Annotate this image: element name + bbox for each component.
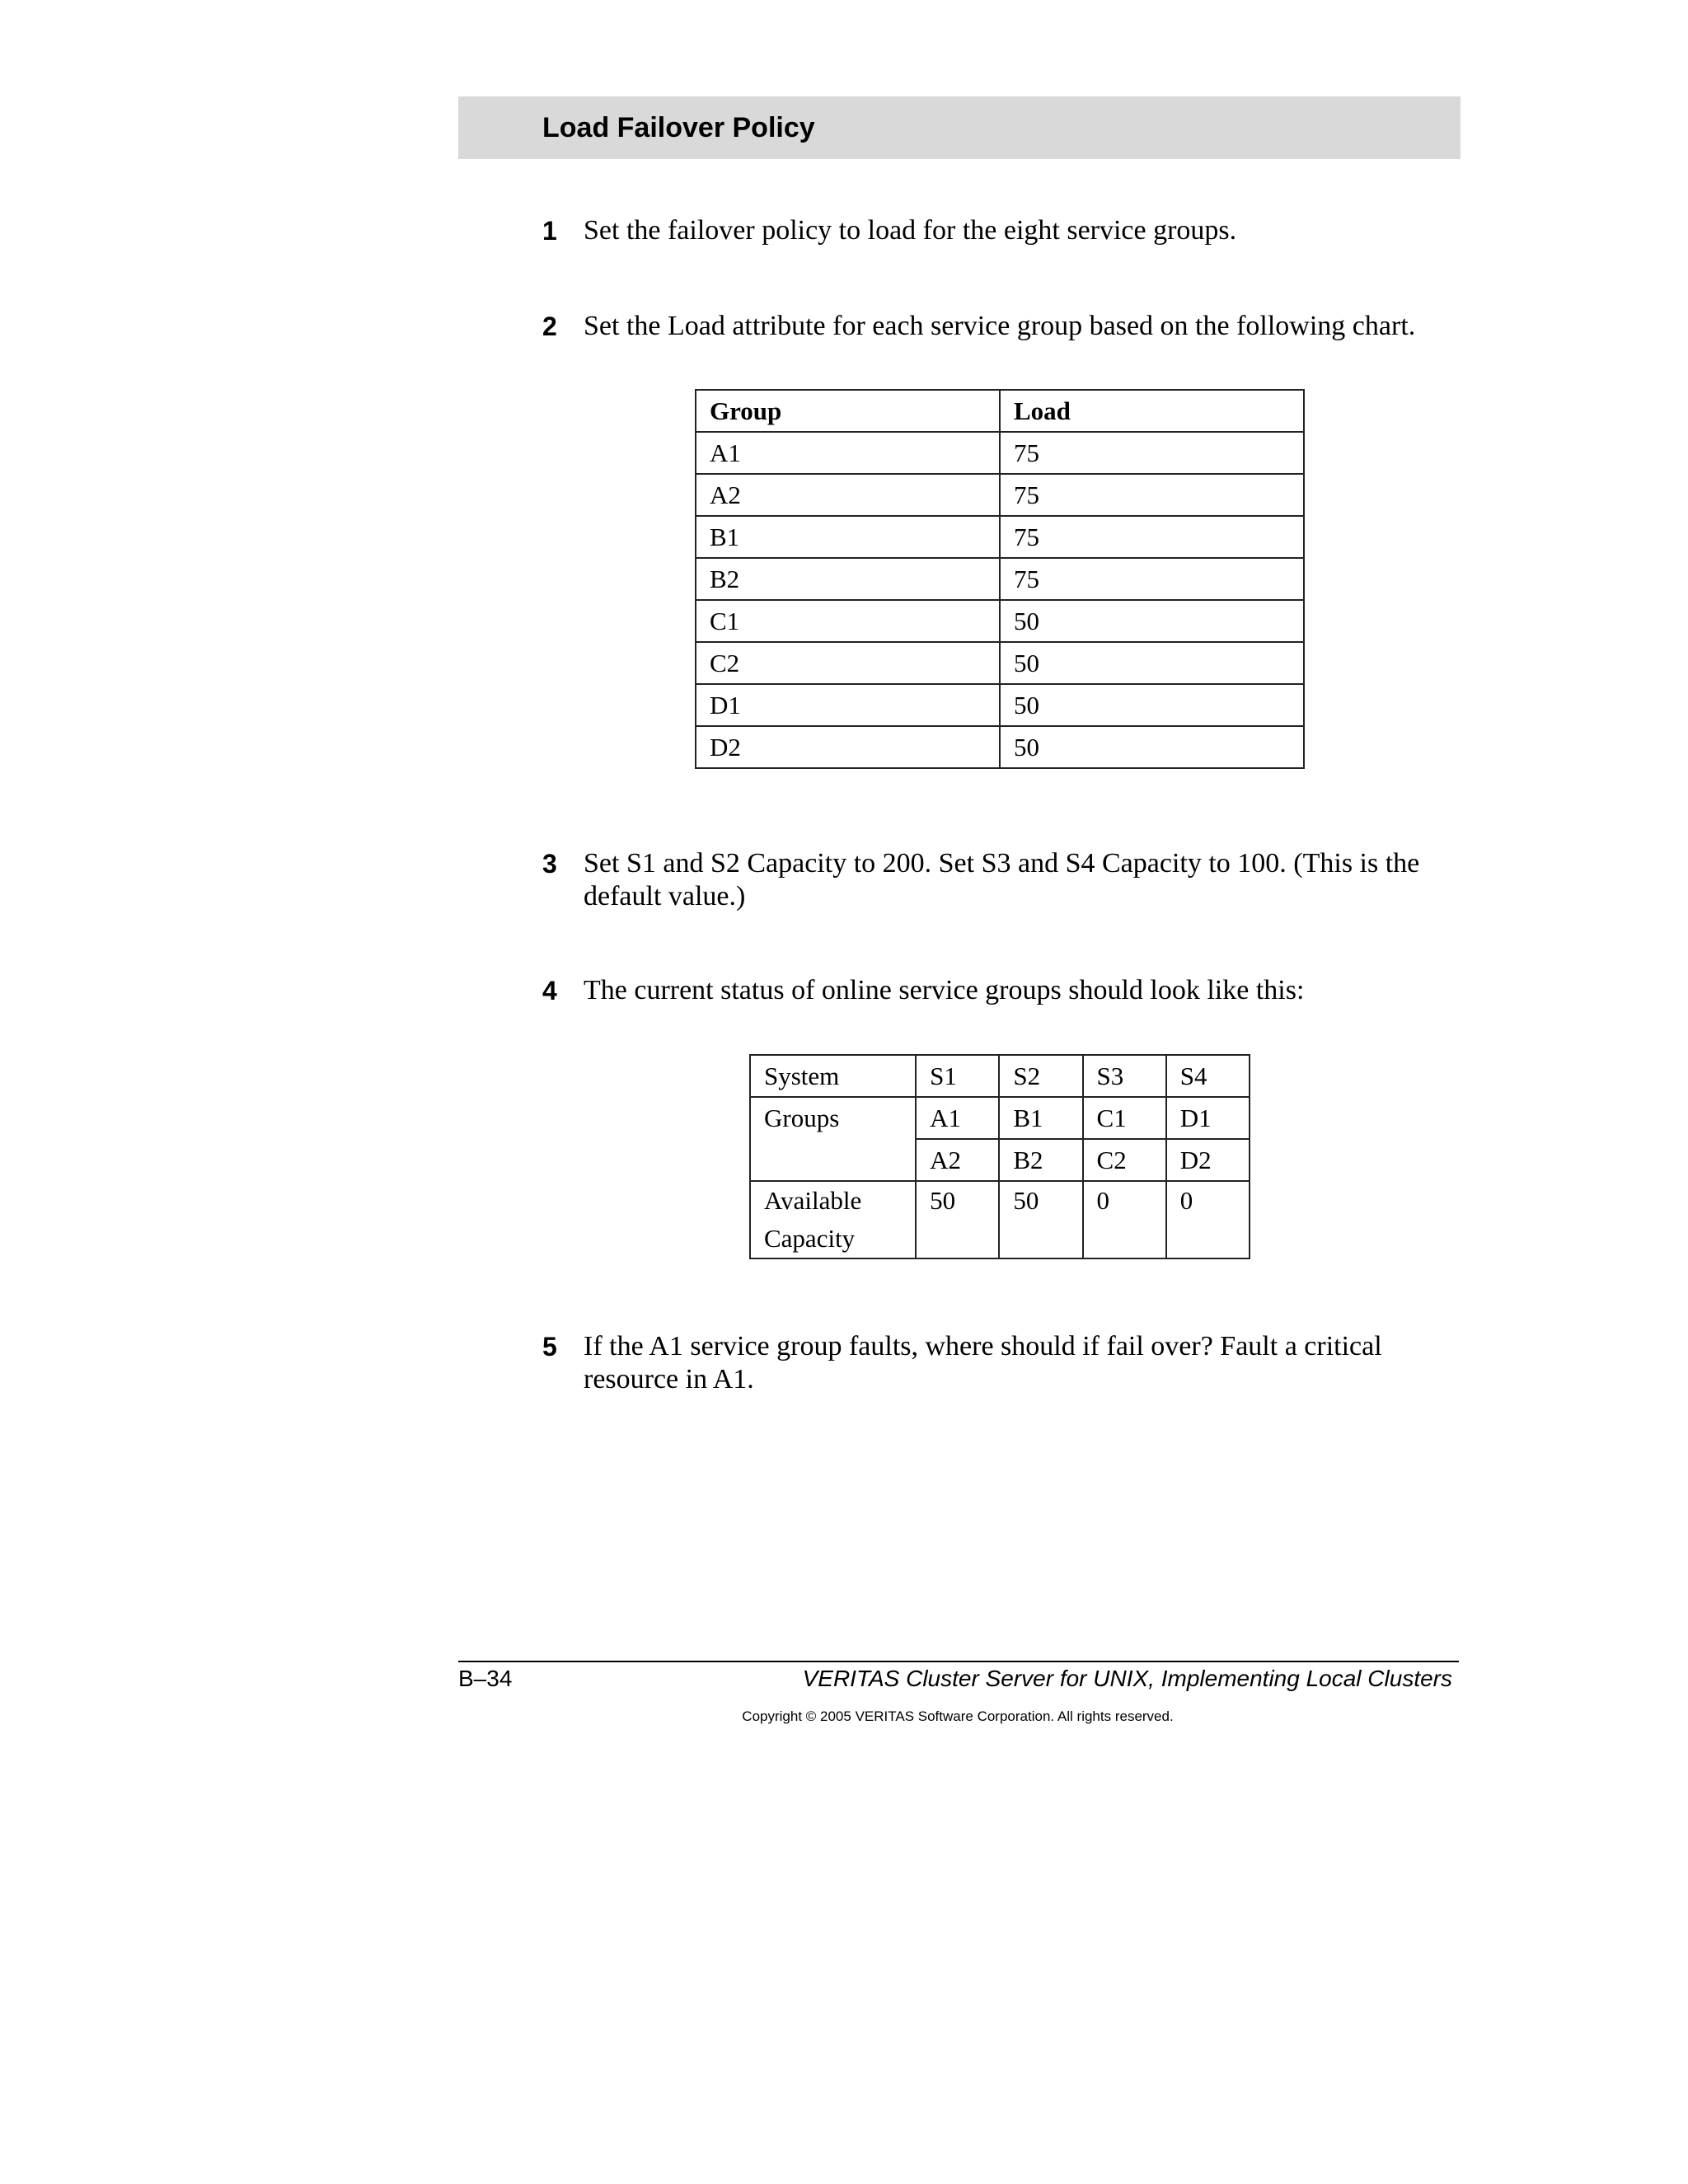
group-cell: A2 [696, 474, 1000, 516]
table-header-row [696, 390, 1304, 432]
group-cell: A2 [916, 1139, 999, 1181]
table-row [696, 432, 1304, 474]
group-cell: B1 [999, 1097, 1082, 1139]
capacity-label-line: Capacity [764, 1224, 856, 1253]
group-cell: A1 [916, 1097, 999, 1139]
load-cell: 75 [1000, 558, 1304, 600]
step-number: 2 [542, 312, 557, 341]
table-row [696, 684, 1304, 726]
load-cell: 50 [1000, 684, 1304, 726]
capacity-cell: 50 [916, 1181, 999, 1258]
load-cell: 50 [1000, 642, 1304, 684]
footer-rule [458, 1661, 1459, 1662]
group-cell: D2 [696, 726, 1000, 768]
header-cell: Load [1000, 390, 1304, 432]
group-cell: C2 [1083, 1139, 1166, 1181]
system-cell: S2 [999, 1055, 1082, 1097]
group-cell: D2 [1166, 1139, 1250, 1181]
system-label-cell: System [750, 1055, 916, 1097]
system-cell: S1 [916, 1055, 999, 1097]
status-table [749, 1054, 1250, 1259]
table-row [750, 1055, 1250, 1097]
step-text: The current status of online service groups should look like this: [584, 975, 1305, 1005]
step-number: 3 [542, 849, 557, 879]
footer-title: VERITAS Cluster Server for UNIX, Implementing Local Clusters [802, 1666, 1452, 1691]
group-cell: D1 [1166, 1097, 1250, 1139]
group-cell: D1 [696, 684, 1000, 726]
table-row [750, 1097, 1250, 1139]
step-number: 4 [542, 976, 557, 1005]
group-cell: B1 [696, 516, 1000, 558]
capacity-cell: 50 [999, 1181, 1082, 1258]
step-number: 5 [542, 1332, 557, 1361]
step-text: Set the failover policy to load for the eight service groups. [584, 215, 1237, 246]
group-cell: B2 [999, 1139, 1082, 1181]
load-cell: 75 [1000, 432, 1304, 474]
table-row [696, 642, 1304, 684]
load-cell: 50 [1000, 726, 1304, 768]
table-row [696, 474, 1304, 516]
capacity-label-cell [750, 1181, 916, 1258]
groups-label-cell: Groups [750, 1097, 916, 1181]
table-row [696, 600, 1304, 642]
capacity-cell: 0 [1166, 1181, 1250, 1258]
step-text: If the A1 service group faults, where should if fail over? Fault a critical resource in A1. [584, 1331, 1382, 1394]
load-table [695, 389, 1305, 769]
step-text: Set S1 and S2 Capacity to 200. Set S3 and S4 Capacity to 100. (This is the default value.) [584, 848, 1420, 912]
group-cell: B2 [696, 558, 1000, 600]
header-cell: Group [696, 390, 1000, 432]
system-cell: S3 [1083, 1055, 1166, 1097]
step-number: 1 [542, 216, 557, 246]
copyright-notice: Copyright © 2005 VERITAS Software Corporation. All rights reserved. [742, 1708, 1174, 1724]
capacity-label-line: Available [764, 1186, 862, 1215]
table-row [750, 1181, 1250, 1258]
page-number: B–34 [458, 1666, 513, 1691]
group-cell: C1 [696, 600, 1000, 642]
group-cell: C2 [696, 642, 1000, 684]
table-row [696, 726, 1304, 768]
system-cell: S4 [1166, 1055, 1250, 1097]
section-header-bar [458, 96, 1461, 159]
load-cell: 75 [1000, 474, 1304, 516]
table-row [696, 516, 1304, 558]
group-cell: A1 [696, 432, 1000, 474]
group-cell: C1 [1083, 1097, 1166, 1139]
load-cell: 75 [1000, 516, 1304, 558]
step-text: Set the Load attribute for each service group based on the following chart. [584, 311, 1416, 341]
capacity-cell: 0 [1083, 1181, 1166, 1258]
load-cell: 50 [1000, 600, 1304, 642]
table-row [696, 558, 1304, 600]
section-title: Load Failover Policy [542, 112, 815, 143]
